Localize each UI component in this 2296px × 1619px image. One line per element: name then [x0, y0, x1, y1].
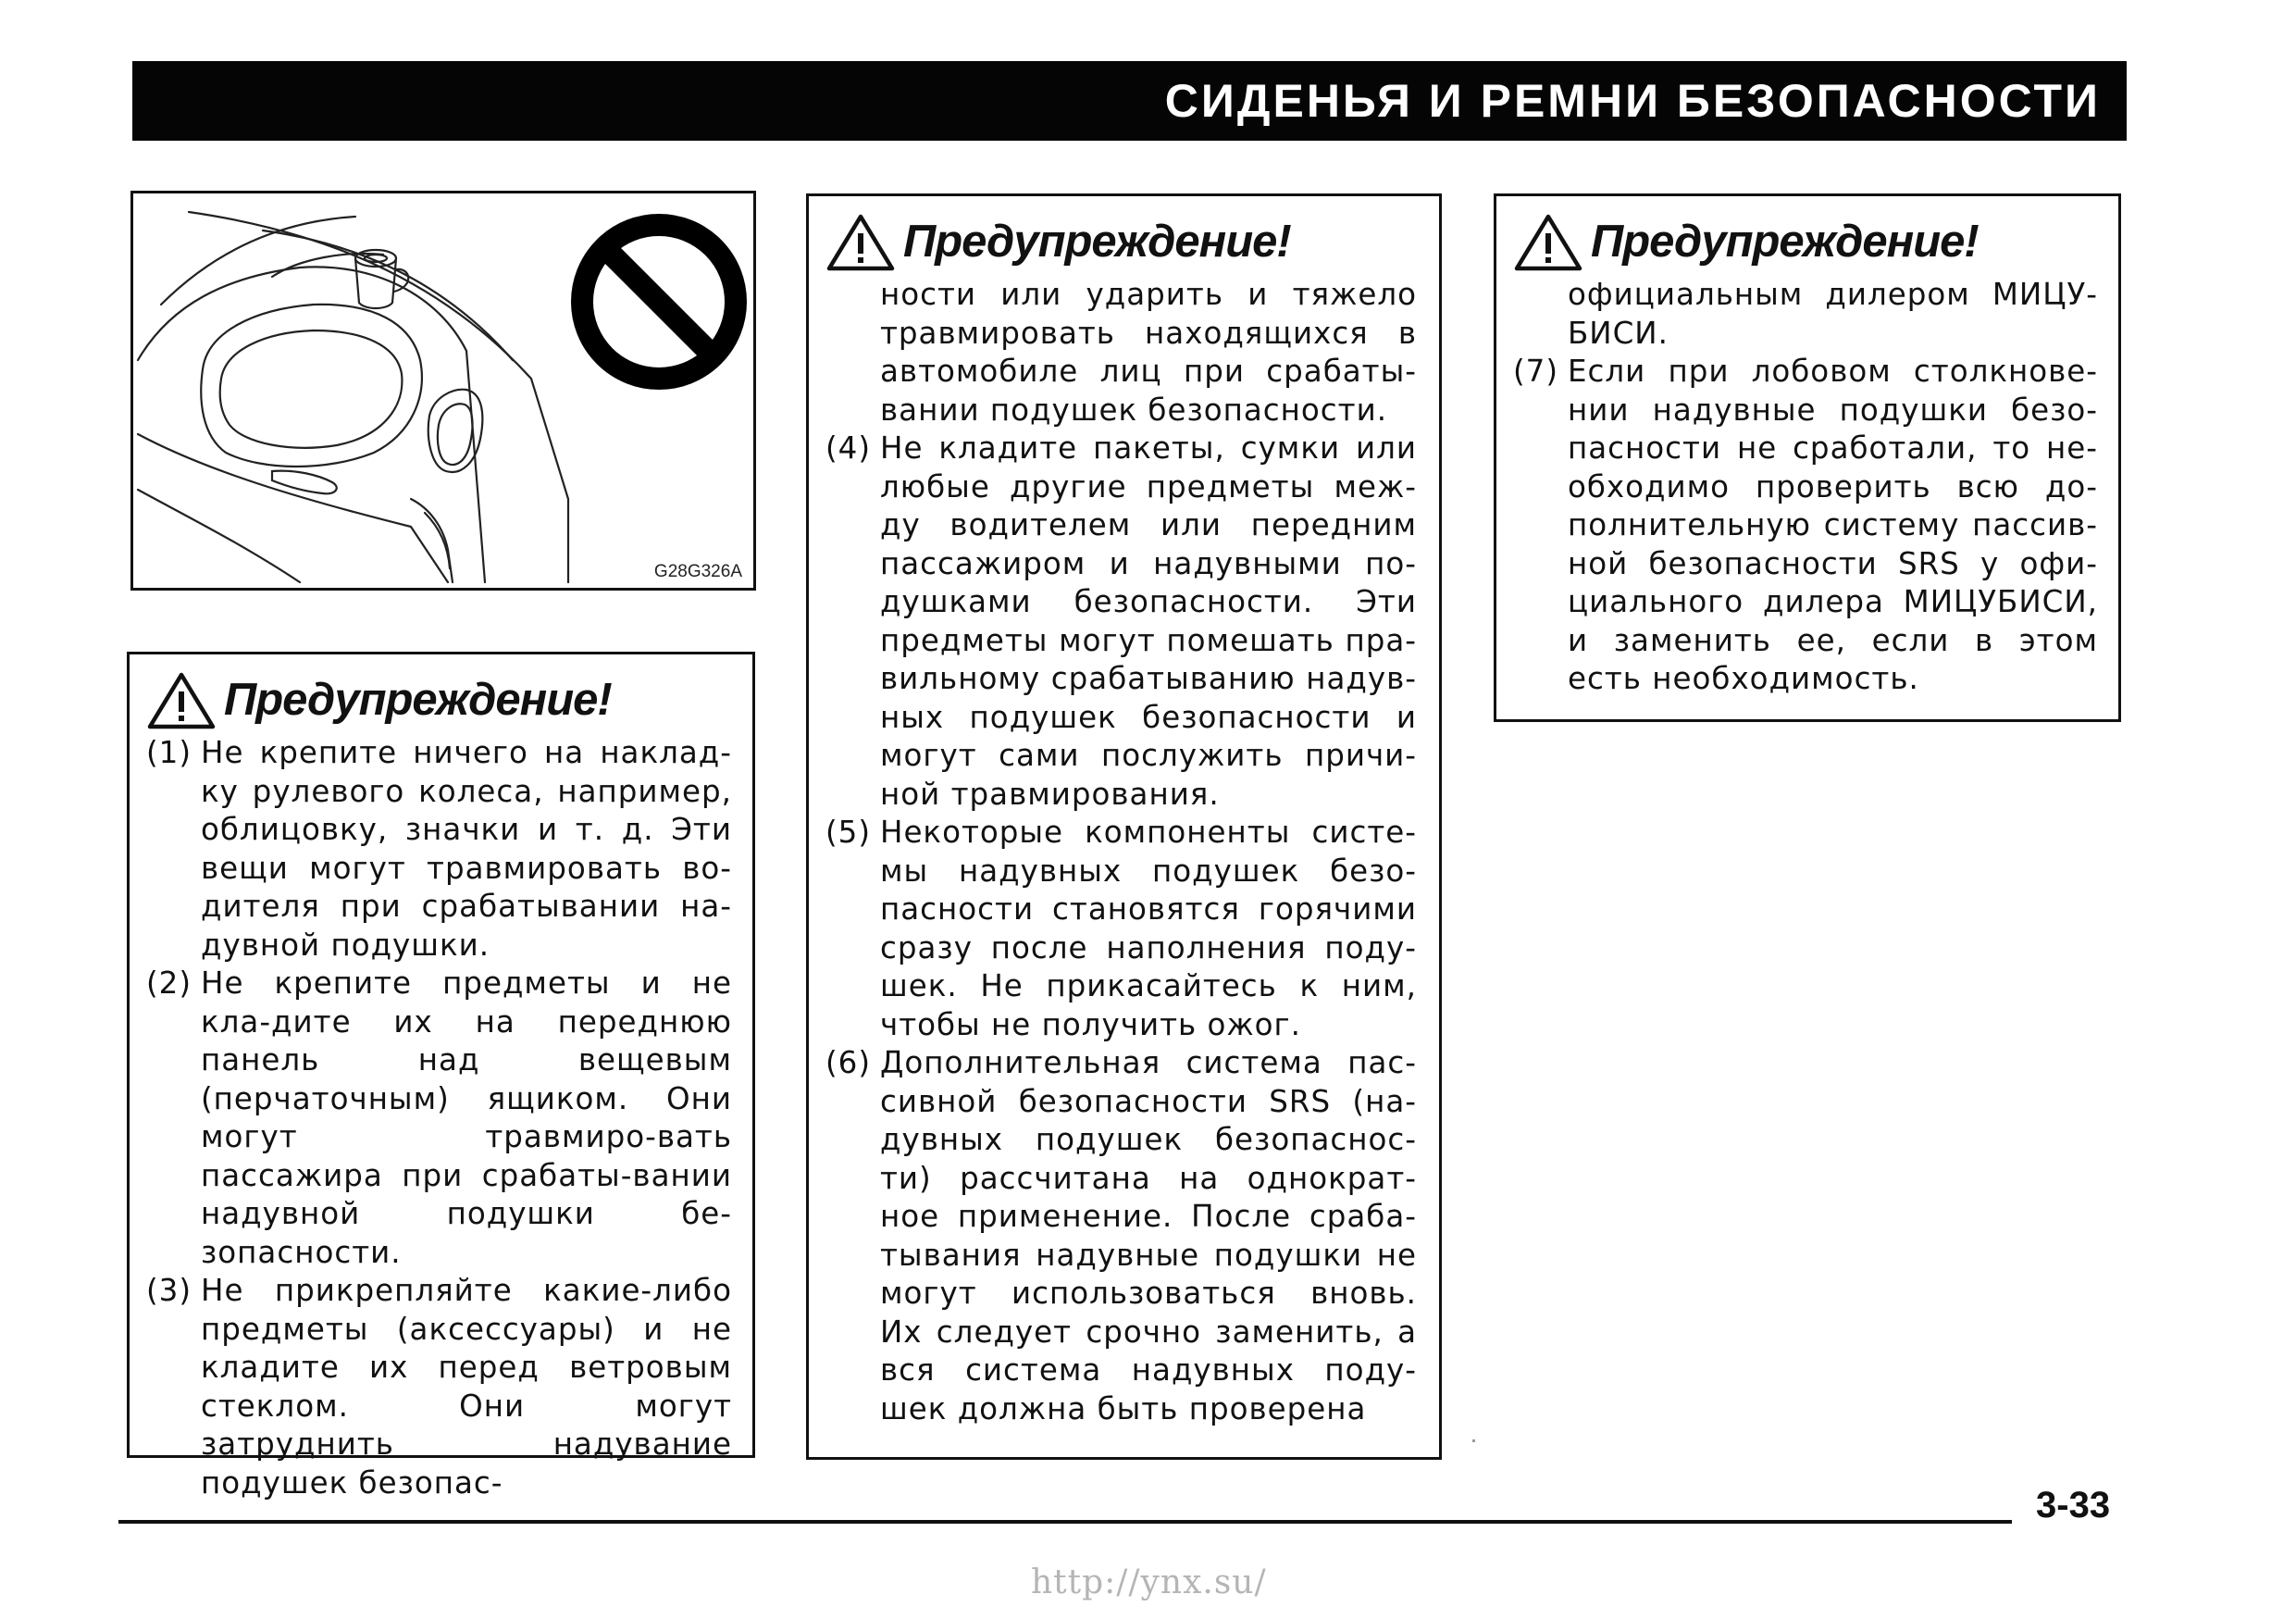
footer-rule [118, 1520, 2012, 1524]
warning-title: Предупреждение! [224, 675, 612, 725]
warning-item [825, 814, 1417, 1044]
continued-text-body: ности или ударить и тяжело травмировать находящихся в автомобиле лиц при срабаты-вании подушек безопасности. [880, 277, 1417, 428]
section-header-bar [132, 61, 2127, 141]
warning-item [825, 1044, 1417, 1428]
warning-title: Предупреждение! [1591, 217, 1979, 267]
warning-box-3 [1494, 193, 2121, 722]
warning-header [825, 211, 1417, 272]
warning-item [146, 734, 732, 965]
item-number: (4) [825, 430, 872, 466]
section-title: СИДЕНЬЯ И РЕМНИ БЕЗОПАСНОСТИ [1164, 75, 2101, 127]
warning-box-2 [806, 193, 1442, 1460]
watermark-url: http://ynx.su/ [1031, 1563, 1267, 1601]
item-text: Если при лобовом столкнове-нии надувные подушки безо-пасности не сработали, то не-обходимо проверить всю до-полнительную систему пассив-ной безопасности SRS у офи-циального дилера МИЦУБИСИ, и заменить ее, если в этом есть необходимость. [1568, 354, 2098, 696]
continued-text-body: официальным дилером МИЦУ-БИСИ. [1568, 277, 2098, 351]
warning-triangle-icon [1513, 211, 1583, 272]
item-number: (2) [146, 965, 192, 1001]
warning-item [146, 965, 732, 1272]
item-number: (6) [825, 1045, 872, 1080]
warning-header [1513, 211, 2098, 272]
warning-triangle-icon [825, 211, 896, 272]
dashboard-no-objects-illustration [133, 193, 753, 588]
scan-speck [1472, 1439, 1475, 1442]
item-text: Не прикрепляйте какие-либо предметы (аксессуары) и не кладите их перед ветровым стеклом. Они могут затруднить надувание подушек безопас- [201, 1273, 732, 1501]
item-text: Не крепите предметы и не кла-дите их на переднюю панель над вещевым (перчаточным) ящиком. Они могут травмиро-вать пассажира при срабаты-вании надувной подушки бе-зопасности. [201, 965, 732, 1270]
item-number: (1) [146, 735, 192, 770]
page-number: 3-33 [2036, 1485, 2111, 1526]
warning-item [146, 1272, 732, 1502]
item-text: Не крепите ничего на наклад-ку рулевого колеса, например, облицовку, значки и т. д. Эти вещи могут травмировать во-дителя при срабатывании на-дувной подушки. [201, 735, 732, 963]
item-number: (5) [825, 815, 872, 850]
warning-item [825, 430, 1417, 814]
warning-triangle-icon [146, 669, 217, 730]
prohibition-icon [582, 225, 736, 379]
item-number: (3) [146, 1273, 192, 1308]
warning-header [146, 669, 732, 730]
continued-text [825, 276, 1417, 430]
illustration-box [130, 191, 756, 591]
item-text: Некоторые компоненты систе-мы надувных подушек безо-пасности становятся горячими сразу после наполнения поду-шек. Не прикасайтесь к ним, чтобы не получить ожог. [880, 815, 1417, 1042]
warning-item [1513, 353, 2098, 699]
item-text: Не кладите пакеты, сумки или любые другие предметы меж-ду водителем или передним пассажиром и надувными по-душками безопасности. Эти предметы могут помешать пра-вильному срабатыванию надув-ных подушек безопасности и могут сами послужить причи-ной травмирования. [880, 430, 1417, 812]
figure-code: G28G326A [653, 562, 742, 581]
warning-title: Предупреждение! [903, 217, 1291, 267]
warning-box-1 [127, 652, 755, 1501]
continued-text [1513, 276, 2098, 353]
item-number: (7) [1513, 354, 1559, 389]
item-text: Дополнительная система пас-сивной безопасности SRS (на-дувных подушек безопаснос-ти) рассчитана на однократ-ное применение. После сраба-тывания надувные подушки не могут использоваться вновь. Их следует срочно заменить, а вся система надувных поду-шек должна быть проверена [880, 1045, 1417, 1426]
